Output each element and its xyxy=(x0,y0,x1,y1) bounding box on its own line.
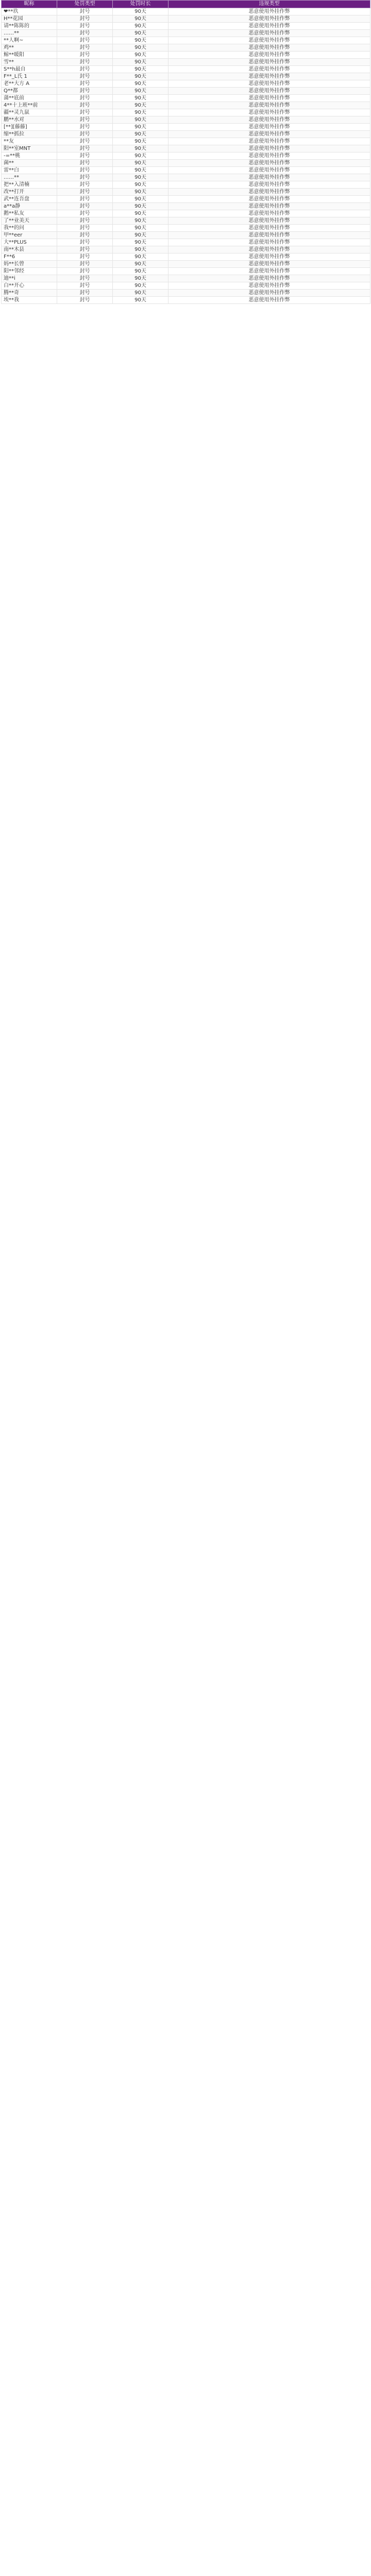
cell-penalty-duration: 90天 xyxy=(113,152,168,160)
table-row xyxy=(2,189,370,196)
cell-penalty-type: 封号 xyxy=(57,217,113,225)
cell-penalty-duration: 90天 xyxy=(113,290,168,297)
cell-penalty-duration: 90天 xyxy=(113,145,168,152)
column-header-penalty-type: 处罚类型 xyxy=(57,1,113,8)
cell-penalty-duration: 90天 xyxy=(113,95,168,102)
cell-penalty-type: 封号 xyxy=(57,189,113,196)
cell-violation-type: 恶意使用外挂作弊 xyxy=(168,268,370,275)
cell-penalty-type: 封号 xyxy=(57,37,113,44)
cell-name: 改**打开 xyxy=(2,189,57,196)
cell-name: -=**桃 xyxy=(2,152,57,160)
table-row xyxy=(2,268,370,275)
cell-violation-type: 恶意使用外挂作弊 xyxy=(168,181,370,189)
cell-penalty-duration: 90天 xyxy=(113,196,168,203)
column-header-violation-type: 违规类型 xyxy=(168,1,370,8)
cell-name: a**a静 xyxy=(2,203,57,210)
cell-name: ……** xyxy=(2,174,57,181)
cell-penalty-duration: 90天 xyxy=(113,239,168,246)
cell-name: 了**业美天 xyxy=(2,217,57,225)
cell-violation-type: 恶意使用外挂作弊 xyxy=(168,174,370,181)
table-row xyxy=(2,52,370,59)
cell-violation-type: 恶意使用外挂作弊 xyxy=(168,88,370,95)
cell-penalty-duration: 90天 xyxy=(113,80,168,88)
cell-penalty-duration: 90天 xyxy=(113,189,168,196)
table-row xyxy=(2,282,370,290)
cell-penalty-duration: 90天 xyxy=(113,15,168,23)
cell-penalty-duration: 90天 xyxy=(113,210,168,217)
cell-name: 迪**i xyxy=(2,275,57,282)
cell-penalty-type: 封号 xyxy=(57,297,113,304)
cell-violation-type: 恶意使用外挂作弊 xyxy=(168,8,370,15)
table-row xyxy=(2,160,370,167)
cell-penalty-type: 封号 xyxy=(57,80,113,88)
cell-penalty-type: 封号 xyxy=(57,102,113,109)
cell-penalty-type: 封号 xyxy=(57,261,113,268)
table-row xyxy=(2,15,370,23)
cell-name: 鲸**暖阳 xyxy=(2,52,57,59)
cell-penalty-duration: 90天 xyxy=(113,174,168,181)
table-row xyxy=(2,102,370,109)
cell-penalty-type: 封号 xyxy=(57,181,113,189)
cell-name: H**花园 xyxy=(2,15,57,23)
cell-violation-type: 恶意使用外挂作弊 xyxy=(168,131,370,138)
cell-violation-type: 恶意使用外挂作弊 xyxy=(168,23,370,30)
cell-penalty-type: 封号 xyxy=(57,232,113,239)
cell-penalty-type: 封号 xyxy=(57,95,113,102)
table-row xyxy=(2,203,370,210)
cell-penalty-type: 封号 xyxy=(57,44,113,52)
column-header-name: 昵称 xyxy=(2,1,57,8)
table-row xyxy=(2,232,370,239)
cell-name: 鹅**私友 xyxy=(2,210,57,217)
cell-violation-type: 恶意使用外挂作弊 xyxy=(168,73,370,80)
cell-penalty-type: 封号 xyxy=(57,131,113,138)
cell-violation-type: 恶意使用外挂作弊 xyxy=(168,196,370,203)
cell-penalty-duration: 90天 xyxy=(113,253,168,261)
cell-violation-type: 恶意使用外挂作弊 xyxy=(168,210,370,217)
table-row xyxy=(2,66,370,73)
cell-penalty-type: 封号 xyxy=(57,73,113,80)
table-body xyxy=(2,8,370,304)
cell-penalty-type: 封号 xyxy=(57,210,113,217)
table-row xyxy=(2,253,370,261)
cell-penalty-duration: 90天 xyxy=(113,282,168,290)
cell-violation-type: 恶意使用外挂作弊 xyxy=(168,203,370,210)
cell-name: 我**的问 xyxy=(2,225,57,232)
table-row xyxy=(2,124,370,131)
cell-violation-type: 恶意使用外挂作弊 xyxy=(168,116,370,124)
cell-penalty-duration: 90天 xyxy=(113,246,168,253)
cell-penalty-duration: 90天 xyxy=(113,116,168,124)
table-row xyxy=(2,167,370,174)
cell-name: 缩**抓拉 xyxy=(2,131,57,138)
ban-list-table xyxy=(1,0,370,304)
cell-violation-type: 恶意使用外挂作弊 xyxy=(168,59,370,66)
cell-name: 老**大方 A xyxy=(2,80,57,88)
cell-name: 鸡** xyxy=(2,44,57,52)
cell-violation-type: 恶意使用外挂作弊 xyxy=(168,109,370,116)
cell-penalty-duration: 90天 xyxy=(113,203,168,210)
table-row xyxy=(2,23,370,30)
cell-penalty-duration: 90天 xyxy=(113,52,168,59)
cell-name: [**][藤藤] xyxy=(2,124,57,131)
cell-name: 南**木县 xyxy=(2,246,57,253)
cell-violation-type: 恶意使用外挂作弊 xyxy=(168,102,370,109)
cell-name: 雪** xyxy=(2,59,57,66)
cell-penalty-type: 封号 xyxy=(57,152,113,160)
cell-penalty-type: 封号 xyxy=(57,138,113,145)
cell-violation-type: 恶意使用外挂作弊 xyxy=(168,297,370,304)
cell-violation-type: 恶意使用外挂作弊 xyxy=(168,253,370,261)
cell-violation-type: 恶意使用外挂作弊 xyxy=(168,225,370,232)
cell-name: 妈**长曾 xyxy=(2,261,57,268)
table-row xyxy=(2,145,370,152)
cell-penalty-duration: 90天 xyxy=(113,30,168,37)
cell-penalty-type: 封号 xyxy=(57,174,113,181)
cell-name: 疆**灵九鼠 xyxy=(2,109,57,116)
cell-penalty-duration: 90天 xyxy=(113,217,168,225)
cell-violation-type: 恶意使用外挂作弊 xyxy=(168,66,370,73)
cell-penalty-duration: 90天 xyxy=(113,167,168,174)
cell-penalty-type: 封号 xyxy=(57,23,113,30)
cell-violation-type: 恶意使用外挂作弊 xyxy=(168,37,370,44)
table-row xyxy=(2,261,370,268)
cell-name: F**_L氏 1 xyxy=(2,73,57,80)
cell-penalty-type: 封号 xyxy=(57,8,113,15)
table-row xyxy=(2,246,370,253)
cell-penalty-duration: 90天 xyxy=(113,124,168,131)
table-row xyxy=(2,80,370,88)
cell-name: S**h最自 xyxy=(2,66,57,73)
cell-name: 腾**奇 xyxy=(2,290,57,297)
cell-penalty-duration: 90天 xyxy=(113,59,168,66)
cell-penalty-duration: 90天 xyxy=(113,102,168,109)
cell-name: ……** xyxy=(2,30,57,37)
table-row xyxy=(2,210,370,217)
cell-violation-type: 恶意使用外挂作弊 xyxy=(168,15,370,23)
cell-violation-type: 恶意使用外挂作弊 xyxy=(168,232,370,239)
cell-violation-type: 恶意使用外挂作弊 xyxy=(168,290,370,297)
cell-penalty-type: 封号 xyxy=(57,239,113,246)
cell-penalty-type: 封号 xyxy=(57,167,113,174)
cell-penalty-type: 封号 xyxy=(57,109,113,116)
cell-penalty-type: 封号 xyxy=(57,15,113,23)
cell-name: Q**都 xyxy=(2,88,57,95)
cell-violation-type: 恶意使用外挂作弊 xyxy=(168,80,370,88)
table-row xyxy=(2,152,370,160)
cell-name: 雷**白 xyxy=(2,167,57,174)
cell-name: ❤**玖 xyxy=(2,8,57,15)
cell-penalty-type: 封号 xyxy=(57,88,113,95)
cell-penalty-duration: 90天 xyxy=(113,225,168,232)
table-row xyxy=(2,138,370,145)
table-row xyxy=(2,88,370,95)
table-row xyxy=(2,37,370,44)
cell-penalty-type: 封号 xyxy=(57,66,113,73)
cell-penalty-duration: 90天 xyxy=(113,8,168,15)
cell-name: 白**开心 xyxy=(2,282,57,290)
cell-name: 菌** xyxy=(2,160,57,167)
cell-violation-type: 恶意使用外挂作弊 xyxy=(168,217,370,225)
cell-penalty-type: 封号 xyxy=(57,282,113,290)
cell-name: 请**陈陈的 xyxy=(2,23,57,30)
cell-penalty-type: 封号 xyxy=(57,253,113,261)
cell-name: 埃**我 xyxy=(2,297,57,304)
table-row xyxy=(2,8,370,15)
table-row xyxy=(2,275,370,282)
cell-penalty-type: 封号 xyxy=(57,268,113,275)
cell-penalty-type: 封号 xyxy=(57,145,113,152)
table-row xyxy=(2,225,370,232)
cell-penalty-type: 封号 xyxy=(57,160,113,167)
cell-name: F**6 xyxy=(2,253,57,261)
cell-violation-type: 恶意使用外挂作弊 xyxy=(168,145,370,152)
cell-name: 鹏**水对 xyxy=(2,116,57,124)
cell-penalty-duration: 90天 xyxy=(113,232,168,239)
cell-violation-type: 恶意使用外挂作弊 xyxy=(168,275,370,282)
cell-violation-type: 恶意使用外挂作弊 xyxy=(168,282,370,290)
cell-penalty-type: 封号 xyxy=(57,225,113,232)
cell-penalty-duration: 90天 xyxy=(113,181,168,189)
cell-violation-type: 恶意使用外挂作弊 xyxy=(168,261,370,268)
cell-penalty-duration: 90天 xyxy=(113,131,168,138)
cell-penalty-duration: 90天 xyxy=(113,44,168,52)
table-row xyxy=(2,95,370,102)
cell-penalty-type: 封号 xyxy=(57,52,113,59)
table-row xyxy=(2,174,370,181)
table-row xyxy=(2,290,370,297)
cell-penalty-type: 封号 xyxy=(57,124,113,131)
cell-violation-type: 恶意使用外挂作弊 xyxy=(168,95,370,102)
cell-name: 大**PLUS xyxy=(2,239,57,246)
cell-penalty-duration: 90天 xyxy=(113,73,168,80)
cell-name: **人啊~ xyxy=(2,37,57,44)
cell-penalty-duration: 90天 xyxy=(113,109,168,116)
cell-penalty-duration: 90天 xyxy=(113,268,168,275)
cell-penalty-duration: 90天 xyxy=(113,138,168,145)
cell-penalty-duration: 90天 xyxy=(113,88,168,95)
cell-name: 把**入清楠 xyxy=(2,181,57,189)
cell-penalty-duration: 90天 xyxy=(113,23,168,30)
cell-penalty-type: 封号 xyxy=(57,246,113,253)
cell-penalty-type: 封号 xyxy=(57,203,113,210)
cell-violation-type: 恶意使用外挂作弊 xyxy=(168,189,370,196)
cell-name: 阳**邻经 xyxy=(2,268,57,275)
cell-penalty-duration: 90天 xyxy=(113,37,168,44)
cell-name: 阳**室MNT xyxy=(2,145,57,152)
cell-penalty-type: 封号 xyxy=(57,275,113,282)
cell-violation-type: 恶意使用外挂作弊 xyxy=(168,167,370,174)
cell-penalty-type: 封号 xyxy=(57,59,113,66)
cell-penalty-duration: 90天 xyxy=(113,261,168,268)
cell-violation-type: 恶意使用外挂作弊 xyxy=(168,124,370,131)
header-row xyxy=(2,1,370,8)
table-row xyxy=(2,297,370,304)
cell-penalty-duration: 90天 xyxy=(113,297,168,304)
table-row xyxy=(2,116,370,124)
cell-name: 武**连吾盘 xyxy=(2,196,57,203)
cell-penalty-type: 封号 xyxy=(57,196,113,203)
cell-violation-type: 恶意使用外挂作弊 xyxy=(168,52,370,59)
table-header xyxy=(2,1,370,8)
cell-violation-type: 恶意使用外挂作弊 xyxy=(168,30,370,37)
table-row xyxy=(2,239,370,246)
cell-name: 甲**eer xyxy=(2,232,57,239)
cell-violation-type: 恶意使用外挂作弊 xyxy=(168,138,370,145)
cell-penalty-type: 封号 xyxy=(57,116,113,124)
cell-name: **友 xyxy=(2,138,57,145)
column-header-penalty-duration: 处罚时长 xyxy=(113,1,168,8)
cell-penalty-duration: 90天 xyxy=(113,275,168,282)
cell-violation-type: 恶意使用外挂作弊 xyxy=(168,160,370,167)
table-row xyxy=(2,59,370,66)
cell-violation-type: 恶意使用外挂作弊 xyxy=(168,44,370,52)
cell-violation-type: 恶意使用外挂作弊 xyxy=(168,239,370,246)
cell-violation-type: 恶意使用外挂作弊 xyxy=(168,152,370,160)
cell-name: 4**十上班**前 xyxy=(2,102,57,109)
cell-violation-type: 恶意使用外挂作弊 xyxy=(168,246,370,253)
table-row xyxy=(2,131,370,138)
table-row xyxy=(2,109,370,116)
table-row xyxy=(2,30,370,37)
table-row xyxy=(2,73,370,80)
cell-penalty-type: 封号 xyxy=(57,30,113,37)
cell-name: 蒲**底前 xyxy=(2,95,57,102)
cell-penalty-duration: 90天 xyxy=(113,160,168,167)
table-row xyxy=(2,181,370,189)
cell-penalty-type: 封号 xyxy=(57,290,113,297)
table-row xyxy=(2,44,370,52)
cell-penalty-duration: 90天 xyxy=(113,66,168,73)
table-row xyxy=(2,217,370,225)
table-row xyxy=(2,196,370,203)
